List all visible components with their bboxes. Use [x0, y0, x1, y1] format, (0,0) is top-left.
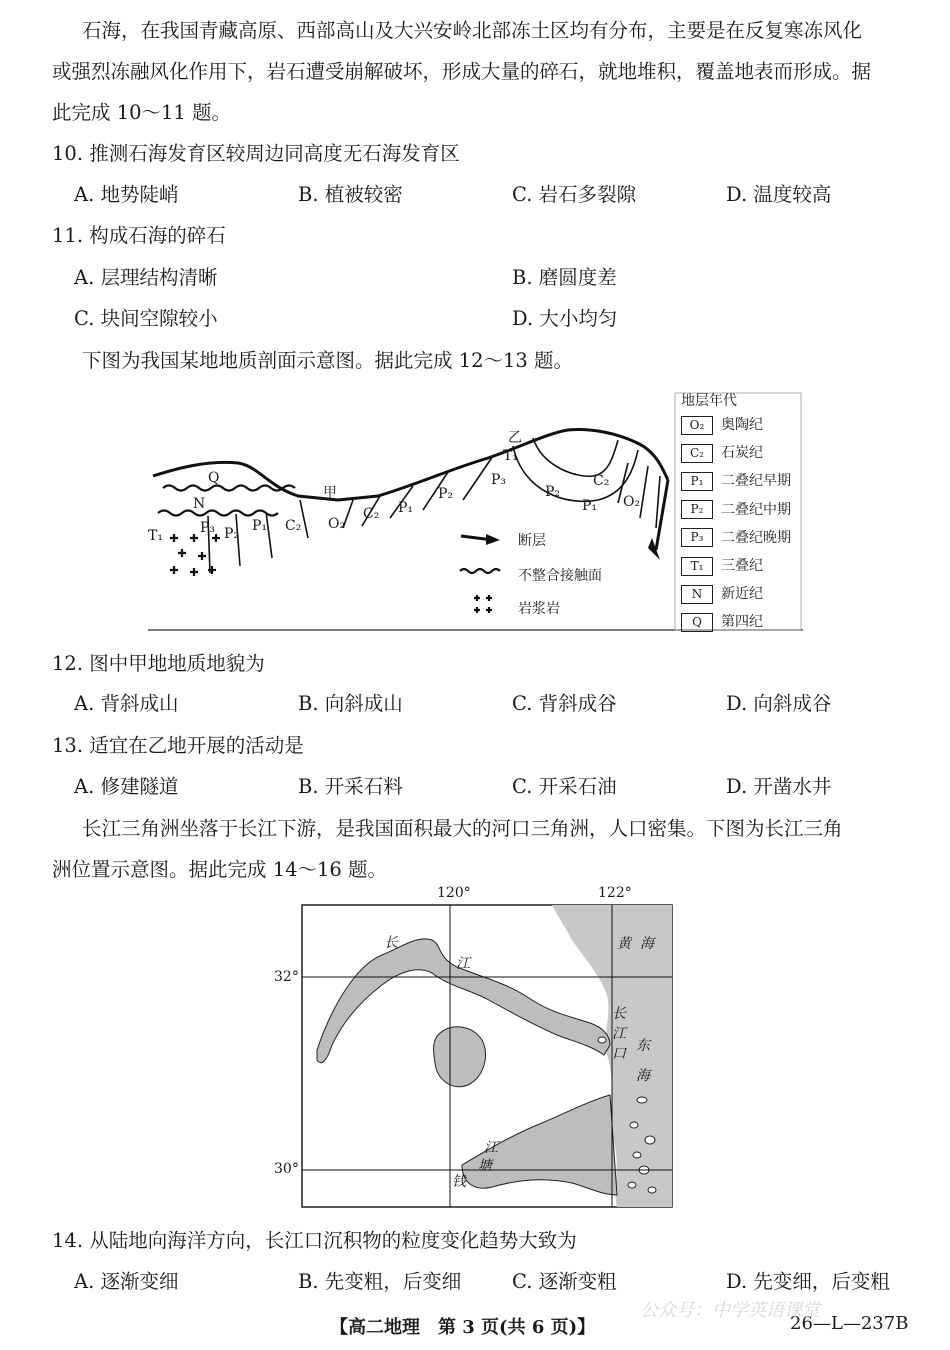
passage-line: 长江三角洲坐落于长江下游，是我国面积最大的河口三角洲，人口密集。下图为长江三角: [82, 817, 843, 840]
qiantang-label-1: 江: [484, 1140, 498, 1156]
yangtze-delta-map: [272, 885, 677, 1215]
option-b: B. 植被较密: [298, 183, 403, 206]
label-jia: 甲: [323, 485, 337, 501]
option-d: D. 温度较高: [726, 183, 832, 206]
yangtze-label-2: 江: [456, 956, 470, 972]
unconformity-symbol: [460, 569, 500, 573]
legend-item: [681, 611, 763, 632]
option-b: B. 向斜成山: [298, 692, 403, 715]
label-c2: C₂: [363, 506, 380, 522]
lon-122-label: 122°: [598, 885, 632, 901]
legend-item: [681, 555, 763, 576]
figure-intro: 下图为我国某地地质剖面示意图。据此完成 12～13 题。: [82, 349, 574, 372]
unconformity-lower: [158, 511, 278, 516]
label-yi: 乙: [508, 430, 522, 446]
donghai-label-2: 海: [636, 1068, 650, 1084]
label-o2: O₂: [328, 516, 346, 532]
question-stem: 11. 构成石海的碎石: [52, 224, 226, 247]
label-p1: P₁: [582, 498, 598, 514]
magma-symbol: [474, 595, 492, 613]
legend-name: 二叠纪中期: [721, 501, 791, 518]
legend-code: Q: [681, 613, 713, 632]
lon-120-label: 120°: [437, 885, 471, 901]
option-c: C. 逐渐变粗: [512, 1270, 617, 1293]
label-p2: P₂: [545, 484, 561, 500]
option-d: D. 大小均匀: [512, 307, 618, 330]
legend-code: P₁: [681, 472, 713, 491]
label-p2: P₂: [224, 526, 240, 542]
label-o2: O₂: [623, 494, 641, 510]
legend-name: 石炭纪: [721, 445, 763, 462]
label-t1: T₁: [503, 448, 518, 464]
fault-symbol-arrow: [486, 534, 500, 545]
question-stem: 10. 推测石海发育区较周边同高度无石海发育区: [52, 142, 460, 165]
exam-code: 26—L—237B: [790, 1313, 909, 1334]
legend-item: [681, 527, 791, 548]
option-a: A. 地势陡峭: [74, 183, 179, 206]
huanghai-label-2: 海: [640, 936, 654, 952]
option-b: B. 开采石料: [298, 775, 403, 798]
legend-code: C₂: [681, 444, 713, 463]
legend-name: 二叠纪晚期: [721, 529, 791, 546]
label-q: Q: [208, 470, 220, 486]
passage-line: 或强烈冻融风化作用下，岩石遭受崩解破坏，形成大量的碎石，就地堆积，覆盖地表而形成。据: [52, 60, 872, 83]
legend-code: P₃: [681, 528, 713, 547]
option-b: B. 磨圆度差: [512, 266, 617, 289]
option-c: C. 岩石多裂隙: [512, 183, 637, 206]
label-p1: P₁: [398, 500, 414, 516]
legend-code: N: [681, 585, 713, 604]
legend-magma-text: 岩浆岩: [518, 601, 560, 617]
legend-name: 第四纪: [721, 614, 763, 631]
huanghai-label-1: 黄: [617, 936, 631, 952]
option-c: C. 背斜成谷: [512, 692, 617, 715]
legend-item: [681, 583, 763, 604]
legend-code: P₂: [681, 500, 713, 519]
option-c: C. 块间空隙较小: [74, 307, 218, 330]
layer-boundary: [640, 466, 648, 518]
legend-item: [681, 414, 763, 435]
label-p3: P₃: [200, 520, 216, 536]
label-n: N: [193, 496, 206, 512]
yangtze-mouth-label-2: 江: [612, 1026, 626, 1042]
legend-item: [681, 499, 791, 520]
option-c: C. 开采石油: [512, 775, 617, 798]
label-p1: P₁: [252, 518, 268, 534]
legend-name: 二叠纪早期: [721, 473, 791, 490]
legend-name: 奥陶纪: [721, 417, 763, 433]
label-t1: T₁: [148, 528, 163, 544]
page-footer: 【高二地理 第 3 页(共 6 页)】: [330, 1317, 596, 1338]
legend-code: O₂: [681, 416, 713, 435]
question-stem: 12. 图中甲地地质地貌为: [52, 652, 265, 675]
passage-line: 此完成 10～11 题。: [52, 101, 232, 124]
passage-line: 石海，在我国青藏高原、西部高山及大兴安岭北部冻土区均有分布，主要是在反复寒冻风化: [82, 19, 863, 42]
option-a: A. 修建隧道: [74, 775, 179, 798]
label-c2: C₂: [285, 518, 302, 534]
legend-title: 地层年代: [681, 393, 737, 409]
option-a: A. 层理结构清晰: [74, 266, 218, 289]
option-d: D. 先变细，后变粗: [726, 1270, 890, 1293]
donghai-label-1: 东: [636, 1038, 650, 1054]
magma-rock: [170, 534, 220, 576]
option-b: B. 先变粗，后变细: [298, 1270, 462, 1293]
yangtze-label-1: 长: [384, 935, 398, 951]
legend-name: 三叠纪: [721, 558, 763, 574]
passage-line: 洲位置示意图。据此完成 14～16 题。: [52, 858, 388, 881]
option-a: A. 背斜成山: [74, 692, 179, 715]
lat-32-label: 32°: [274, 969, 299, 985]
lake-tai: [434, 1027, 486, 1087]
label-p2: P₂: [438, 486, 454, 502]
option-a: A. 逐渐变细: [74, 1270, 179, 1293]
legend-name: 新近纪: [721, 586, 763, 603]
option-d: D. 开凿水井: [726, 775, 832, 798]
legend-fault-text: 断层: [518, 533, 546, 549]
watermark: 公众号：中学英语课堂: [640, 1300, 820, 1321]
legend-item: [681, 470, 791, 491]
question-stem: 13. 适宜在乙地开展的活动是: [52, 734, 304, 757]
legend-unconformity-text: 不整合接触面: [518, 568, 602, 584]
yangtze-mouth-label-1: 长: [612, 1006, 626, 1022]
label-c2: C₂: [593, 473, 610, 489]
lat-30-label: 30°: [274, 1161, 299, 1177]
qiantang-label-2: 塘: [478, 1158, 492, 1174]
fold-core-curve: [533, 438, 618, 476]
question-stem: 14. 从陆地向海洋方向，长江口沉积物的粒度变化趋势大致为: [52, 1229, 577, 1252]
geologic-section-figure: [148, 388, 803, 633]
option-d: D. 向斜成谷: [726, 692, 832, 715]
legend-item: [681, 442, 763, 463]
label-p3: P₃: [491, 472, 507, 488]
legend-code: T₁: [681, 557, 713, 576]
yangtze-mouth-label-3: 口: [612, 1046, 626, 1062]
qiantang-label-3: 钱: [452, 1174, 466, 1190]
layer-boundary: [656, 476, 660, 528]
